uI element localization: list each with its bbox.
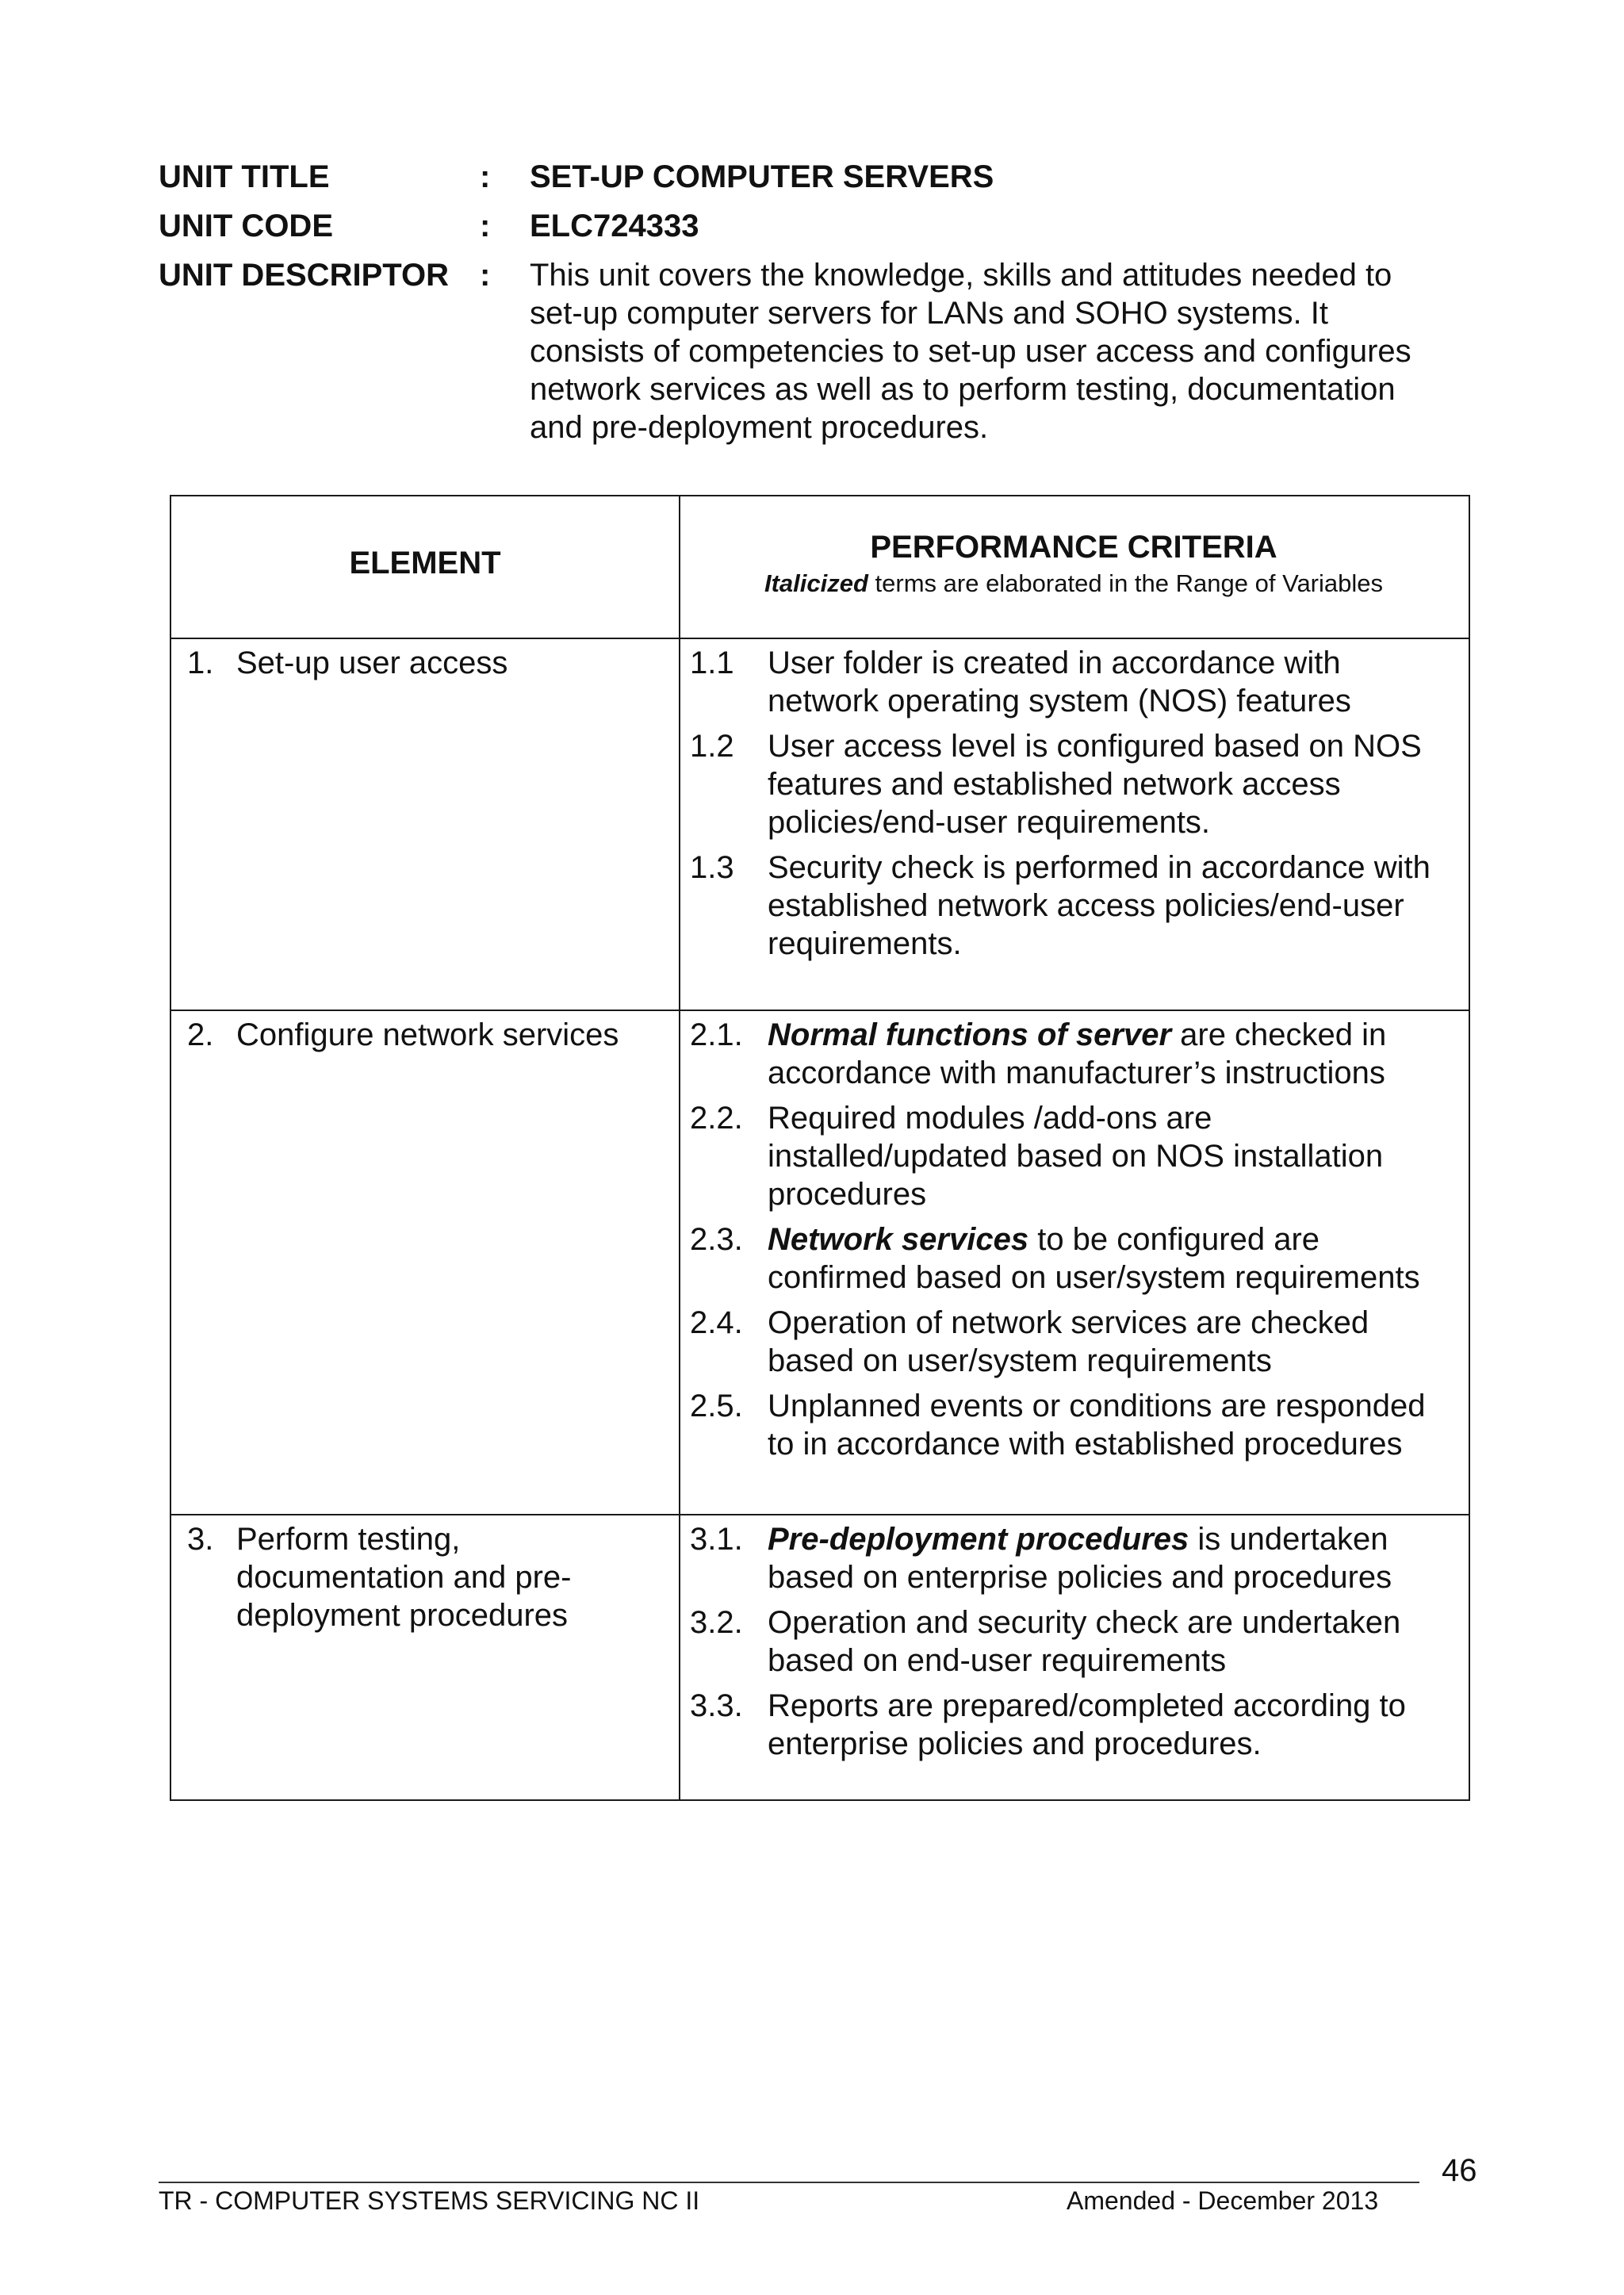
competency-table — [170, 495, 1470, 1801]
element-line: documentation and pre- — [236, 1560, 572, 1595]
criterion-italic-term: Network services — [768, 1222, 1029, 1257]
row-divider — [171, 1010, 1469, 1011]
unit-title-colon: : — [480, 159, 491, 194]
header-performance-criteria: PERFORMANCE CRITERIA — [870, 530, 1277, 565]
criterion-line: based on enterprise policies and procedures — [768, 1560, 1392, 1595]
criterion-line: based on end-user requirements — [768, 1643, 1227, 1678]
page-number: 46 — [1442, 2153, 1477, 2188]
criterion-italic-term: Pre-deployment procedures — [768, 1522, 1189, 1557]
criterion-text — [768, 644, 1451, 720]
element-text — [236, 1520, 649, 1634]
unit-descriptor-text — [530, 256, 1457, 446]
criterion-number: 1.3 — [690, 850, 734, 885]
criterion-number: 2.2. — [690, 1101, 743, 1136]
element-line: Perform testing, — [236, 1522, 461, 1557]
criterion-line: requirements. — [768, 926, 962, 961]
criterion-text — [768, 1304, 1451, 1380]
criterion-text — [768, 1099, 1451, 1213]
descriptor-line: and pre-deployment procedures. — [530, 410, 989, 445]
criterion-line: Reports are prepared/completed according to — [768, 1688, 1406, 1723]
criterion-line: policies/end-user requirements. — [768, 805, 1211, 840]
descriptor-line: This unit covers the knowledge, skills and attitudes needed to — [530, 258, 1392, 293]
descriptor-line: network services as well as to perform testing, documentation — [530, 372, 1396, 407]
descriptor-line: consists of competencies to set-up user access and configures — [530, 334, 1411, 369]
criterion-line: Unplanned events or conditions are responded — [768, 1389, 1426, 1423]
element-line: Set-up user access — [236, 646, 508, 680]
criterion-text — [768, 1603, 1451, 1680]
criterion-number: 3.3. — [690, 1688, 743, 1723]
element-text — [236, 644, 649, 682]
footer-right-text: Amended - December 2013 — [1067, 2186, 1379, 2215]
criterion-text — [768, 1016, 1451, 1092]
criterion-number: 3.2. — [690, 1605, 743, 1640]
criterion-line: accordance with manufacturer’s instructions — [768, 1056, 1385, 1090]
criterion-text — [768, 1387, 1451, 1463]
criterion-number: 2.3. — [690, 1222, 743, 1257]
element-number: 3. — [187, 1522, 214, 1557]
criterion-line: based on user/system requirements — [768, 1343, 1272, 1378]
header-divider — [171, 638, 1469, 639]
criterion-line: Operation of network services are checked — [768, 1305, 1369, 1340]
footer-left-text: TR - COMPUTER SYSTEMS SERVICING NC II — [159, 2186, 700, 2215]
criterion-line: to in accordance with established procedures — [768, 1427, 1403, 1462]
criterion-line: procedures — [768, 1177, 927, 1212]
criterion-rest: is undertaken — [1189, 1522, 1388, 1557]
element-number: 1. — [187, 646, 214, 680]
criterion-line: confirmed based on user/system requirements — [768, 1260, 1420, 1295]
criterion-number: 1.1 — [690, 646, 734, 680]
descriptor-line: set-up computer servers for LANs and SOHO systems. It — [530, 296, 1328, 331]
criterion-text — [768, 1220, 1451, 1297]
criterion-line: features and established network access — [768, 767, 1341, 802]
criterion-line: Required modules /add-ons are — [768, 1101, 1212, 1136]
criterion-number: 1.2 — [690, 729, 734, 764]
unit-descriptor-colon: : — [480, 258, 491, 293]
unit-code-label: UNIT CODE — [159, 209, 333, 243]
criterion-line — [768, 1520, 1451, 1558]
criterion-italic-term: Normal functions of server — [768, 1017, 1172, 1052]
element-line: deployment procedures — [236, 1598, 569, 1633]
criterion-number: 2.5. — [690, 1389, 743, 1423]
unit-code-colon: : — [480, 209, 491, 243]
header-note-italic: Italicized — [764, 569, 868, 597]
criterion-text — [768, 1687, 1451, 1763]
criterion-line — [768, 1220, 1451, 1259]
criterion-line: enterprise policies and procedures. — [768, 1726, 1262, 1761]
unit-descriptor-label: UNIT DESCRIPTOR — [159, 258, 449, 293]
criterion-line: Operation and security check are undertaken — [768, 1605, 1401, 1640]
unit-code-value: ELC724333 — [530, 209, 699, 243]
footer-rule — [159, 2182, 1419, 2183]
header-element: ELEMENT — [349, 546, 501, 580]
criterion-line: User folder is created in accordance with — [768, 646, 1341, 680]
element-number: 2. — [187, 1017, 214, 1052]
criterion-number: 3.1. — [690, 1522, 743, 1557]
unit-title-label: UNIT TITLE — [159, 159, 330, 194]
criterion-number: 2.4. — [690, 1305, 743, 1340]
criterion-text — [768, 849, 1451, 963]
row-divider — [171, 1514, 1469, 1515]
element-line: Configure network services — [236, 1017, 619, 1052]
criterion-line: established network access policies/end-user — [768, 888, 1404, 923]
criterion-number: 2.1. — [690, 1017, 743, 1052]
criterion-line: User access level is configured based on NOS — [768, 729, 1422, 764]
criterion-line: Security check is performed in accordance with — [768, 850, 1431, 885]
criterion-rest: are checked in — [1171, 1017, 1387, 1052]
criterion-rest: to be configured are — [1028, 1222, 1320, 1257]
unit-title-value: SET-UP COMPUTER SERVERS — [530, 159, 994, 194]
criterion-text — [768, 1520, 1451, 1596]
criterion-line: installed/updated based on NOS installation — [768, 1139, 1384, 1174]
criterion-line — [768, 1016, 1451, 1054]
header-note — [679, 569, 1469, 598]
criterion-text — [768, 727, 1451, 841]
header-note-rest: terms are elaborated in the Range of Variables — [868, 569, 1383, 597]
column-divider — [679, 496, 680, 1799]
criterion-line: network operating system (NOS) features — [768, 684, 1351, 718]
element-text — [236, 1016, 649, 1054]
